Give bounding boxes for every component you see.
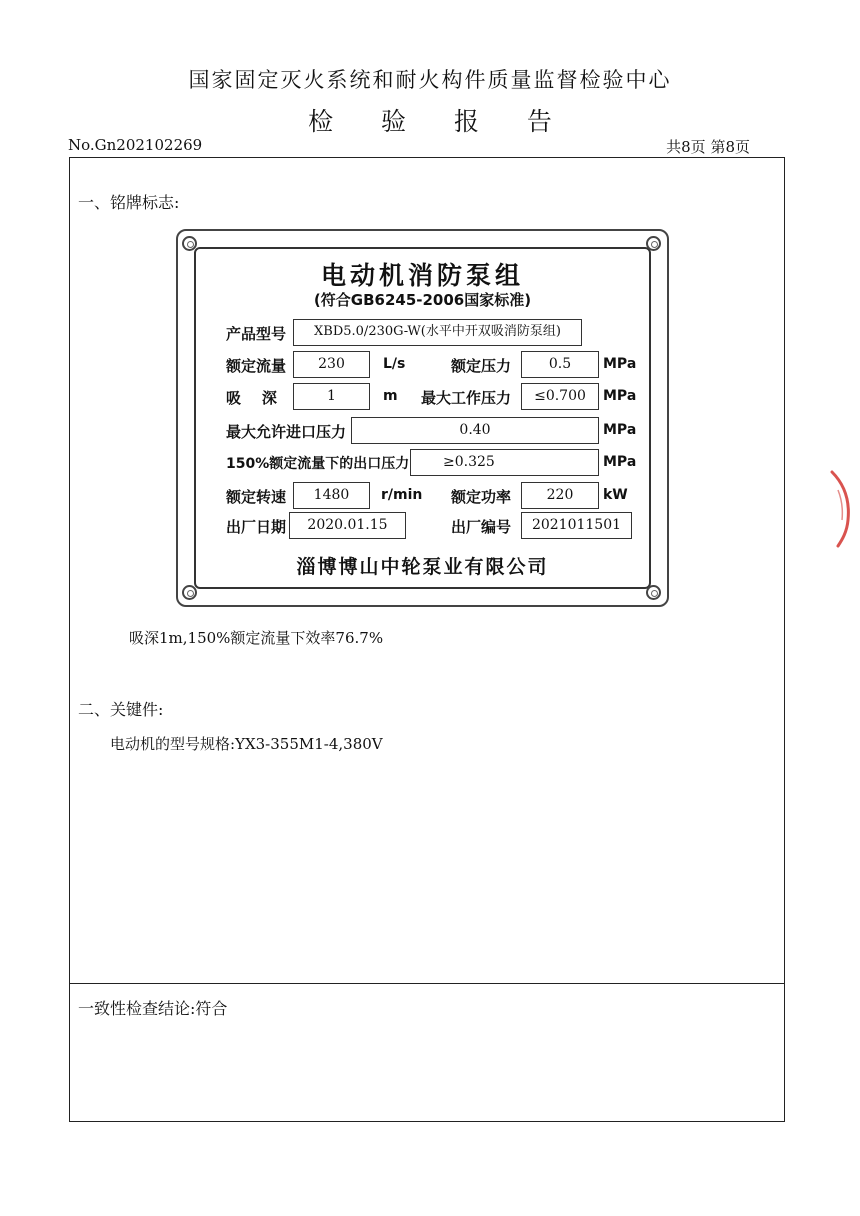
outlet150-value: ≥0.325 [410, 449, 599, 476]
model-label: 产品型号 [226, 325, 287, 343]
conclusion-divider [69, 983, 785, 984]
key-component-item: 电动机的型号规格:YX3-355M1-4,380V [110, 735, 383, 753]
max-pressure-label: 最大工作压力 [421, 389, 512, 407]
section2-title: 二、关键件: [78, 700, 164, 719]
plate-manufacturer: 淄博博山中轮泵业有限公司 [296, 556, 549, 578]
flow-unit: L/s [383, 356, 406, 372]
inlet-pressure-label: 最大允许进口压力 [226, 423, 347, 441]
speed-value: 1480 [293, 482, 370, 509]
report-title: 检 验 报 告 [308, 107, 572, 136]
pressure-unit: MPa [603, 356, 637, 372]
date-value: 2020.01.15 [289, 512, 406, 539]
suction-value: 1 [293, 383, 370, 410]
inlet-pressure-value: 0.40 [351, 417, 599, 444]
serial-value: 2021011501 [521, 512, 632, 539]
report-number: No.Gn202102269 [68, 136, 203, 154]
inlet-pressure-unit: MPa [603, 422, 637, 438]
section1-title: 一、铭牌标志: [78, 193, 180, 212]
plate-subtitle: (符合GB6245-2006国家标准) [313, 291, 532, 309]
organization-name: 国家固定灭火系统和耐火构件质量监督检验中心 [188, 68, 672, 92]
seal-stamp-fragment [828, 470, 854, 548]
power-label: 额定功率 [451, 488, 512, 506]
rivet-hole-icon [646, 236, 661, 251]
outlet150-unit: MPa [603, 454, 637, 470]
speed-label: 额定转速 [226, 488, 287, 506]
pressure-label: 额定压力 [451, 357, 512, 375]
power-unit: kW [603, 487, 628, 503]
page-count: 共8页 第8页 [666, 138, 750, 156]
max-pressure-value: ≤0.700 [521, 383, 599, 410]
serial-label: 出厂编号 [451, 518, 512, 536]
date-label: 出厂日期 [226, 518, 287, 536]
flow-label: 额定流量 [226, 357, 287, 375]
rivet-hole-icon [182, 236, 197, 251]
model-value: XBD5.0/230G-W(水平中开双吸消防泵组) [293, 319, 582, 346]
max-pressure-unit: MPa [603, 388, 637, 404]
speed-unit: r/min [381, 487, 423, 503]
outlet150-label: 150%额定流量下的出口压力 [226, 456, 410, 472]
plate-title: 电动机消防泵组 [320, 261, 524, 290]
nameplate-note: 吸深1m,150%额定流量下效率76.7% [129, 629, 384, 647]
rivet-hole-icon [646, 585, 661, 600]
pressure-value: 0.5 [521, 351, 599, 378]
power-value: 220 [521, 482, 599, 509]
conclusion-text: 一致性检查结论:符合 [78, 999, 228, 1018]
rivet-hole-icon [182, 585, 197, 600]
suction-label: 吸 深 [226, 389, 277, 407]
flow-value: 230 [293, 351, 370, 378]
suction-unit: m [383, 388, 398, 404]
